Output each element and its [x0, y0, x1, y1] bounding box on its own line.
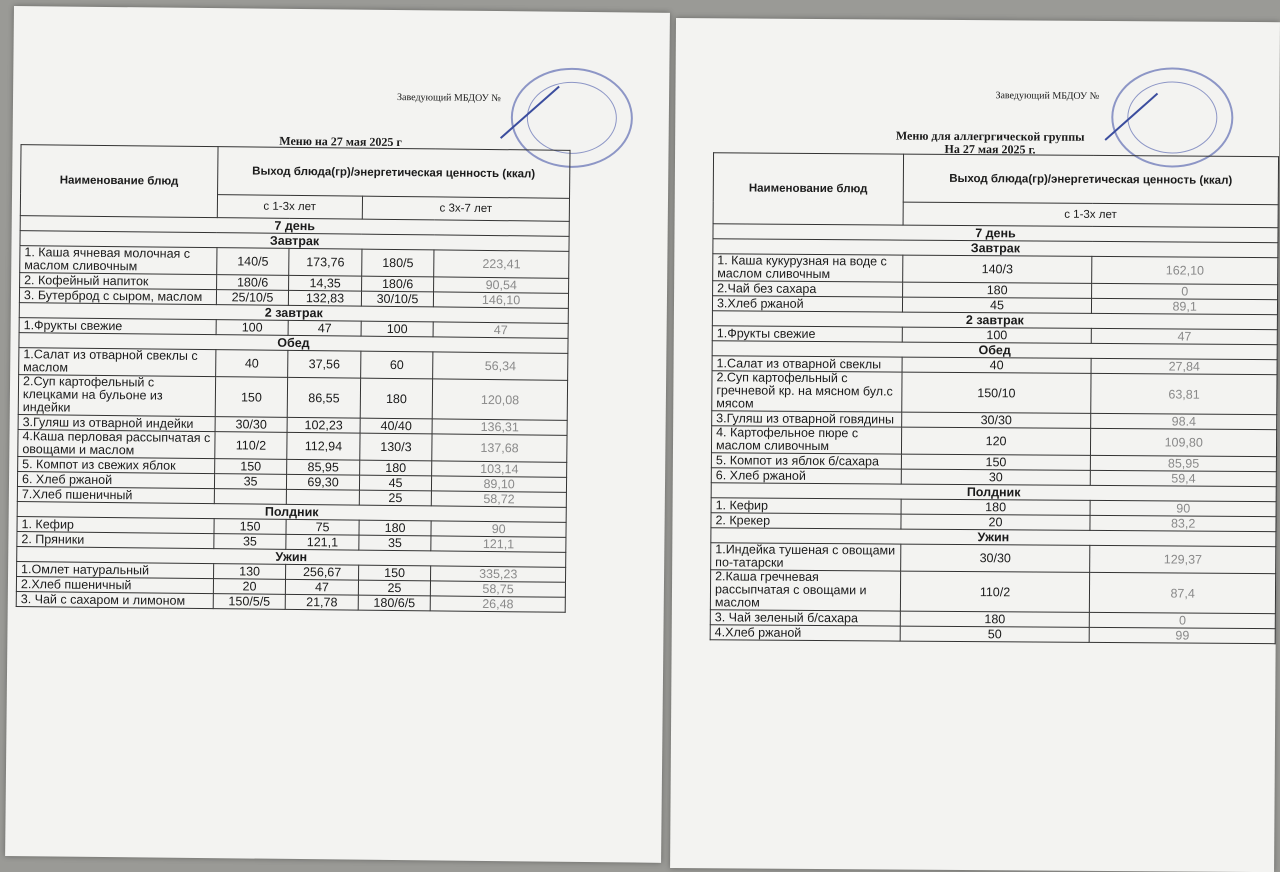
yield-1-3: 150/5/5 — [213, 594, 286, 610]
meal-section-title: Обед — [19, 333, 568, 354]
meal-section-title: Ужин — [711, 528, 1276, 547]
header-age-1-3: с 1-3х лет — [217, 195, 362, 220]
kcal-1-3: 0 — [1092, 283, 1278, 299]
kcal-3-7: 58,75 — [431, 581, 566, 597]
dish-name: 4.Каша перловая рассыпчатая с овощами и маслом — [18, 430, 215, 459]
yield-3-7: 60 — [360, 351, 433, 379]
yield-1-3: 35 — [214, 474, 287, 490]
kcal-3-7: 56,34 — [433, 352, 568, 380]
menu-sheet-allergy — [670, 18, 1280, 872]
yield-1-3: 180 — [901, 499, 1091, 515]
kcal-1-3: 162,10 — [1092, 256, 1278, 284]
dish-name: 4. Картофельное пюре с маслом сливочным — [711, 426, 901, 454]
yield-1-3: 150 — [215, 377, 288, 418]
meal-section-title: Полдник — [17, 502, 566, 523]
yield-3-7: 180/5 — [361, 249, 434, 277]
day-label: 7 день — [713, 224, 1278, 243]
kcal-1-3: 99 — [1089, 627, 1275, 643]
meal-section-title: Завтрак — [20, 231, 569, 252]
dish-name: 6. Хлеб ржаной — [17, 472, 214, 489]
yield-1-3: 30/30 — [215, 417, 288, 433]
kcal-1-3: 37,56 — [288, 350, 361, 378]
menu-title: Меню на 27 мая 2025 г — [279, 133, 402, 150]
header-row — [713, 153, 1278, 205]
kcal-1-3: 256,67 — [286, 564, 359, 580]
yield-1-3: 20 — [901, 514, 1091, 530]
yield-1-3: 20 — [213, 579, 286, 595]
header-age-1-3: с 1-3х лет — [903, 202, 1278, 228]
yield-1-3: 110/2 — [215, 432, 288, 460]
kcal-1-3: 47 — [286, 579, 359, 595]
dish-name: 3. Чай с сахаром и лимоном — [16, 592, 213, 609]
dish-name: 2.Чай без сахара — [713, 281, 903, 297]
yield-3-7: 25 — [358, 580, 431, 596]
meal-section-title: 2 завтрак — [19, 303, 568, 324]
header-age-3-7: с 3х-7 лет — [362, 196, 569, 221]
dish-name: 5. Компот из яблок б/сахара — [711, 453, 901, 469]
kcal-1-3: 75 — [286, 519, 359, 535]
dish-name: 1. Каша ячневая молочная с маслом сливочным — [20, 246, 217, 275]
dish-name: 6. Хлеб ржаной — [711, 468, 901, 484]
header-row — [21, 145, 570, 199]
yield-1-3: 150/10 — [901, 372, 1091, 413]
yield-3-7: 30/10/5 — [361, 291, 434, 307]
kcal-1-3: 129,37 — [1090, 545, 1276, 573]
dish-name: 1. Кефир — [17, 517, 214, 534]
yield-1-3: 100 — [216, 320, 289, 336]
yield-1-3: 100 — [902, 327, 1092, 343]
header-yield: Выход блюда(гр)/энергетическая ценность (ккал) — [903, 154, 1279, 205]
yield-1-3: 180/6 — [216, 275, 289, 291]
dish-name: 3. Бутерброд с сыром, маслом — [19, 288, 216, 305]
header-yield: Выход блюда(гр)/энергетическая ценность (ккал) — [217, 147, 570, 199]
yield-3-7: 150 — [358, 565, 431, 581]
kcal-3-7: 121,1 — [431, 536, 566, 552]
yield-1-3: 40 — [215, 350, 288, 378]
yield-1-3: 30 — [901, 469, 1091, 485]
kcal-1-3 — [287, 489, 360, 505]
dish-name: 3.Гуляш из отварной индейки — [18, 415, 215, 432]
menu-sheet-general — [5, 6, 670, 863]
yield-1-3: 180 — [902, 282, 1092, 298]
yield-1-3: 30/30 — [900, 544, 1090, 572]
kcal-1-3: 85,95 — [1091, 455, 1277, 471]
kcal-3-7: 136,31 — [432, 419, 567, 435]
menu-table — [16, 144, 571, 613]
kcal-3-7: 26,48 — [430, 596, 565, 612]
dish-name: 1.Салат из отварной свеклы — [712, 356, 902, 372]
kcal-1-3: 47 — [288, 320, 361, 336]
yield-1-3: 120 — [901, 427, 1091, 455]
yield-3-7: 180 — [359, 460, 432, 476]
yield-1-3: 130 — [213, 564, 286, 580]
yield-3-7: 180/6/5 — [358, 595, 431, 611]
yield-1-3: 50 — [900, 626, 1090, 642]
meal-section-title: Полдник — [711, 483, 1276, 502]
dish-name: 7.Хлеб пшеничный — [17, 487, 214, 504]
yield-1-3: 110/2 — [900, 571, 1090, 612]
dish-name: 2.Суп картофельный с клецками на бульоне из индейки — [18, 375, 215, 417]
kcal-1-3: 63,81 — [1091, 373, 1277, 414]
kcal-1-3: 21,78 — [285, 594, 358, 610]
approval-line: Заведующий МБДОУ № — [397, 92, 501, 105]
kcal-3-7: 120,08 — [432, 379, 567, 420]
kcal-1-3: 109,80 — [1091, 428, 1277, 456]
kcal-1-3: 0 — [1090, 612, 1276, 628]
yield-1-3: 25/10/5 — [216, 290, 289, 306]
dish-row — [710, 625, 1275, 644]
meal-section-title: 2 завтрак — [712, 311, 1277, 330]
dish-name: 1.Индейка тушеная с овощами по-татарски — [711, 543, 901, 571]
yield-3-7: 25 — [359, 490, 432, 506]
yield-3-7: 130/3 — [360, 433, 433, 461]
yield-1-3: 140/3 — [902, 255, 1092, 283]
dish-row — [18, 375, 567, 421]
dish-name: 1. Кефир — [711, 498, 901, 514]
kcal-3-7: 90 — [431, 521, 566, 537]
kcal-1-3: 98.4 — [1091, 413, 1277, 429]
dish-name: 3.Хлеб ржаной — [712, 296, 902, 312]
yield-1-3: 30/30 — [901, 412, 1091, 428]
kcal-1-3: 69,30 — [287, 474, 360, 490]
dish-name: 2.Каша гречневая рассыпчатая с овощами и маслом — [710, 570, 900, 611]
yield-1-3: 180 — [900, 611, 1090, 627]
kcal-1-3: 85,95 — [287, 459, 360, 475]
dish-name: 3. Чай зеленый б/сахара — [710, 610, 900, 626]
kcal-3-7: 223,41 — [434, 250, 569, 278]
dish-name: 1.Фрукты свежие — [19, 318, 216, 335]
dish-name: 3.Гуляш из отварной говядины — [712, 411, 902, 427]
kcal-3-7: 47 — [433, 322, 568, 338]
yield-3-7: 35 — [359, 535, 432, 551]
dish-row — [710, 570, 1275, 614]
header-dish-name: Наименование блюд — [713, 153, 903, 225]
yield-3-7: 40/40 — [360, 418, 433, 434]
meal-section-title: Завтрак — [713, 239, 1278, 258]
kcal-1-3: 47 — [1092, 328, 1278, 344]
menu-title-line2: На 27 мая 2025 г. — [944, 141, 1036, 157]
yield-1-3: 140/5 — [216, 248, 289, 276]
yield-1-3 — [214, 489, 287, 505]
dish-name: 1. Каша кукурузная на воде с маслом сливочным — [713, 254, 903, 282]
kcal-3-7: 103,14 — [432, 461, 567, 477]
dish-name: 2. Пряники — [17, 532, 214, 549]
yield-3-7: 180 — [360, 378, 433, 419]
kcal-1-3: 27,84 — [1091, 358, 1277, 374]
yield-3-7: 180/6 — [361, 276, 434, 292]
dish-row — [711, 426, 1276, 457]
kcal-3-7: 137,68 — [432, 434, 567, 462]
yield-1-3: 35 — [214, 534, 287, 550]
yield-3-7: 100 — [361, 321, 434, 337]
kcal-1-3: 132,83 — [289, 290, 362, 306]
yield-1-3: 40 — [902, 357, 1092, 373]
menu-table — [710, 152, 1279, 644]
menu-title-line1: Меню для аллегргической группы — [895, 128, 1085, 144]
kcal-1-3: 83,2 — [1090, 515, 1276, 531]
kcal-3-7: 89,10 — [432, 476, 567, 492]
kcal-1-3: 86,55 — [288, 377, 361, 418]
dish-name: 4.Хлеб ржаной — [710, 625, 900, 641]
kcal-3-7: 146,10 — [434, 292, 569, 308]
dish-name: 1.Омлет натуральный — [17, 562, 214, 579]
yield-3-7: 180 — [359, 520, 432, 536]
dish-name: 2.Суп картофельный с гречневой кр. на мясном бул.с мясом — [712, 371, 902, 412]
kcal-1-3: 87,4 — [1090, 572, 1276, 613]
meal-section-title: Ужин — [17, 547, 566, 568]
dish-name: 1.Салат из отварной свеклы с маслом — [19, 348, 216, 377]
kcal-3-7: 58,72 — [432, 491, 567, 507]
header-dish-name: Наименование блюд — [20, 145, 218, 218]
dish-row — [712, 371, 1277, 415]
meal-section-title: Обед — [712, 341, 1277, 360]
kcal-1-3: 112,94 — [287, 432, 360, 460]
yield-3-7: 45 — [359, 475, 432, 491]
dish-row — [713, 254, 1278, 285]
yield-1-3: 150 — [214, 459, 287, 475]
kcal-1-3: 89,1 — [1092, 298, 1278, 314]
kcal-1-3: 102,23 — [287, 417, 360, 433]
kcal-1-3: 121,1 — [286, 534, 359, 550]
dish-name: 2. Крекер — [711, 513, 901, 529]
kcal-3-7: 335,23 — [431, 566, 566, 582]
kcal-3-7: 90,54 — [434, 277, 569, 293]
dish-name: 5. Компот из свежих яблок — [18, 457, 215, 474]
day-label: 7 день — [20, 216, 569, 237]
dish-name: 2.Хлеб пшеничный — [16, 577, 213, 594]
kcal-1-3: 173,76 — [289, 248, 362, 276]
yield-1-3: 150 — [901, 454, 1091, 470]
kcal-1-3: 90 — [1090, 500, 1276, 516]
yield-1-3: 150 — [214, 519, 287, 535]
approval-line: Заведующий МБДОУ № — [995, 90, 1100, 102]
kcal-1-3: 14,35 — [289, 275, 362, 291]
dish-name: 1.Фрукты свежие — [712, 326, 902, 342]
dish-name: 2. Кофейный напиток — [20, 273, 217, 290]
kcal-1-3: 59,4 — [1091, 470, 1277, 486]
yield-1-3: 45 — [902, 297, 1092, 313]
